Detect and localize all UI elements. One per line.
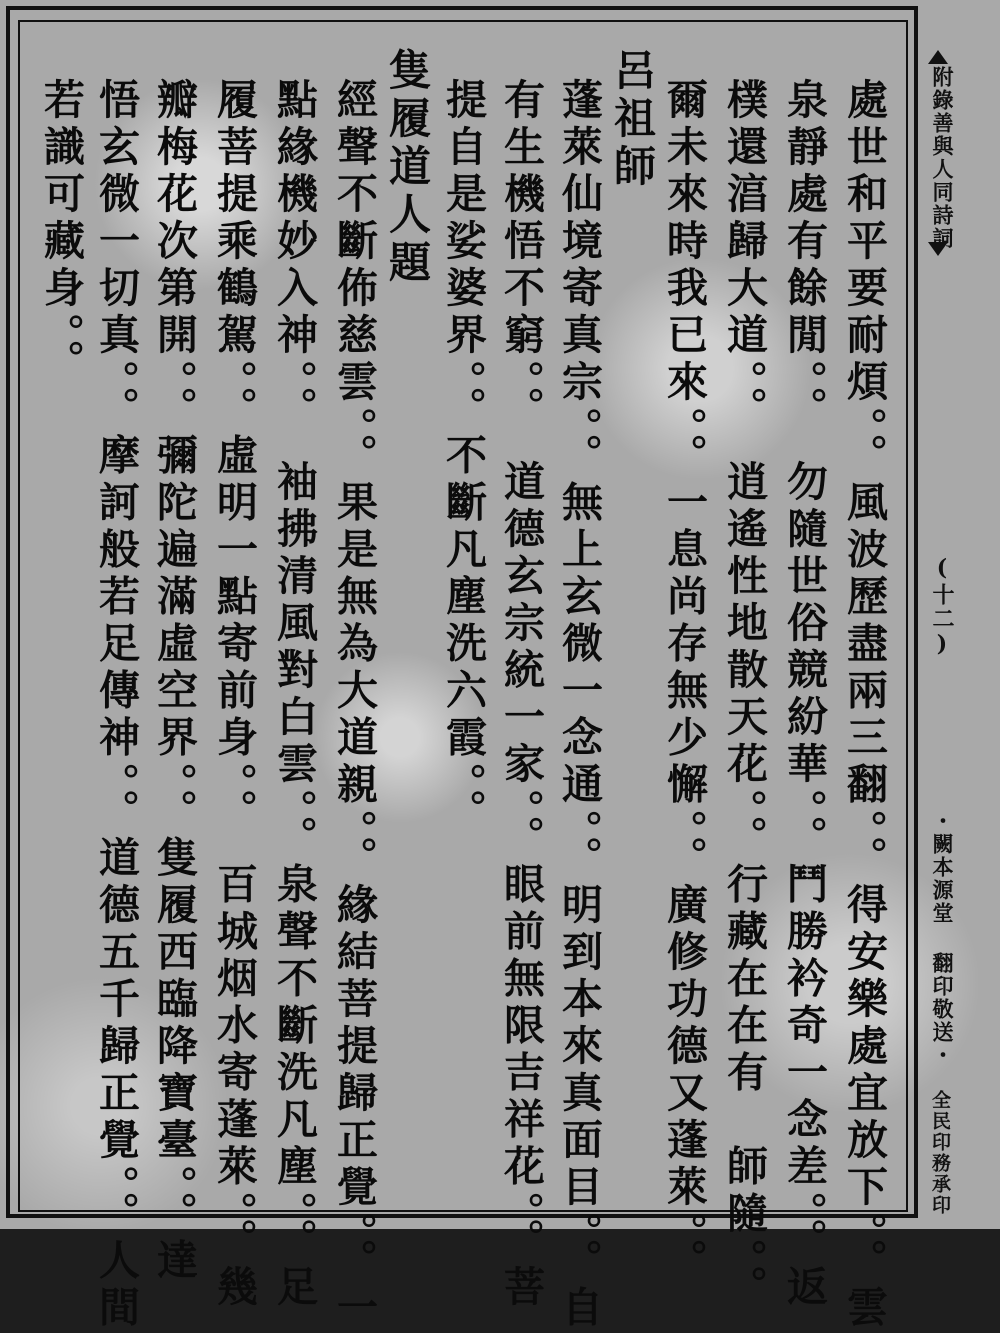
text-column: 經聲不斷佈慈雲。。果是無為大道親。。緣結菩提歸正覺。。一 [330,78,378,1333]
text-column: 點緣機妙入神。。 袖拂清風對白雲。。泉聲不斷洗凡塵。。足 [270,78,318,1312]
printer-note: 全民印務承印 [929,1090,951,1216]
text-column: 瓣梅花次第開。。彌陀遍滿虛空界。。隻履西臨降寶臺。。達 [150,78,198,1286]
text-column: 提自是娑婆界。。不斷凡塵洗六霞。。 [439,78,487,836]
text-column: 若識可藏身。。 [37,78,85,387]
text-column: 處世和平要耐煩。。風波歷盡兩三翻。。得安樂處宜放下。。雲 [840,78,888,1333]
triangle-down-icon [928,242,948,256]
section-heading: 呂祖師 [608,48,657,192]
publisher-note: ・闕本源堂 翻印敬送・ [930,810,955,1067]
triangle-up-icon [928,50,948,64]
text-column: 爾未來時我已來。。一息尚存無少懈。。廣修功德又蓬萊。。 [660,78,708,1286]
text-column: 泉靜處有餘閒。。 勿隨世俗競紛華。。鬥勝衿奇一念差。。返 [780,78,828,1312]
text-column: 蓬萊仙境寄真宗。。無上玄微一念通。。明到本來真面目。。自 [555,78,603,1333]
text-column: 有生機悟不窮。。 道德玄宗統一家。。眼前無限吉祥花。。菩 [497,78,545,1312]
text-column: 悟玄微一切真。。摩訶般若足傳神。。道德五千歸正覺。。人間 [92,78,140,1333]
section-label: 附錄善與人同詩詞 [930,66,955,250]
section-heading: 隻履道人題 [383,48,432,288]
text-column: 樸還湻歸大道。。 逍遙性地散天花。。行藏在在有 師隨。。 [720,78,768,1312]
text-column: 履菩提乘鶴駕。。虛明一點寄前身。。 百城烟水寄蓬萊。。幾 [210,78,258,1312]
page-number: (十二) [929,555,955,659]
